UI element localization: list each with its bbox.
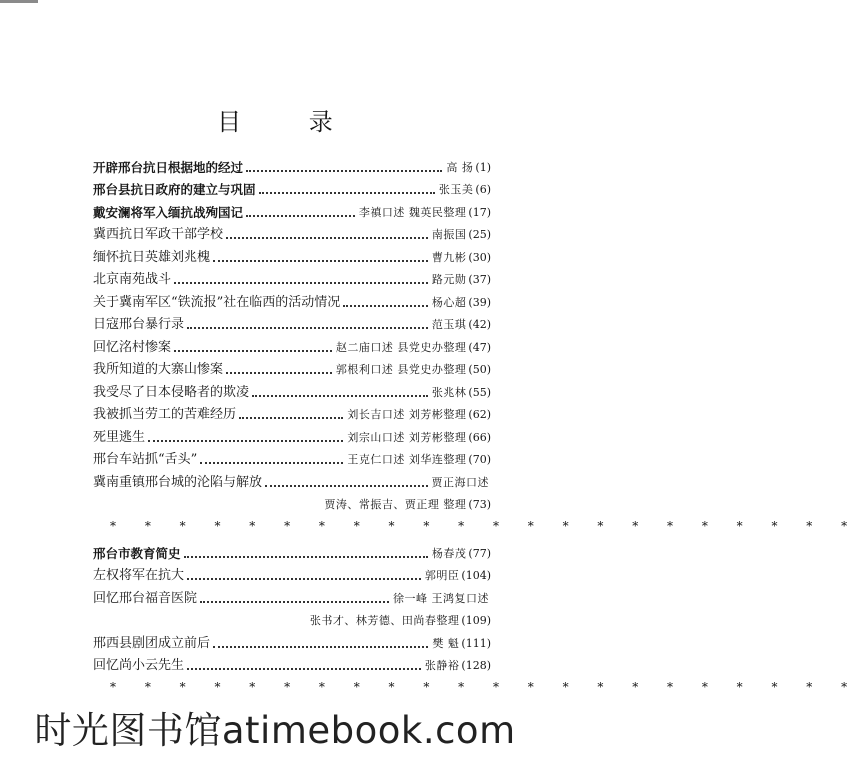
toc-entry[interactable] <box>93 378 491 401</box>
toc-entry-author: 刘长吉口述 刘芳彬整理 <box>347 408 467 421</box>
toc-entry-title: 邢台县抗日政府的建立与巩固 <box>93 182 256 197</box>
dot-leader <box>187 327 428 329</box>
dot-leader <box>187 578 421 580</box>
dot-leader <box>200 601 389 603</box>
toc-entry-title: 戴安澜将军入缅抗战殉国记 <box>93 204 244 220</box>
toc-entry-page-number: (73) <box>468 498 491 511</box>
toc-entry-author: 徐一峰 王鸿复口述 <box>393 591 489 605</box>
toc-entry[interactable] <box>93 446 491 469</box>
dot-leader <box>239 417 343 419</box>
table-of-contents <box>93 153 860 700</box>
toc-entry-page-number: (104) <box>461 569 491 582</box>
toc-entry-author: 王克仁口述 刘华连整理 <box>347 453 467 466</box>
toc-entry-author: 范玉琪 <box>431 318 467 331</box>
dot-leader <box>184 556 428 558</box>
toc-entry[interactable] <box>93 243 491 266</box>
toc-entry[interactable] <box>93 401 491 424</box>
toc-entry[interactable] <box>93 356 491 379</box>
toc-entry-page-number: (77) <box>468 546 491 560</box>
toc-entry-title: 回忆尚小云先生 <box>93 658 185 673</box>
dot-leader <box>213 646 428 648</box>
dot-leader <box>213 260 428 262</box>
toc-entry-page-number: (47) <box>468 340 491 354</box>
toc-entry[interactable] <box>93 176 491 199</box>
toc-entry[interactable] <box>93 629 491 652</box>
toc-entry-author: 张静裕 <box>424 659 460 672</box>
scan-edge-mark <box>0 0 38 3</box>
toc-entry-author: 郭根利口述 县党史办整理 <box>335 363 467 376</box>
dot-leader <box>174 282 428 284</box>
toc-entry[interactable] <box>93 333 491 356</box>
toc-entry-author: 郭明臣 <box>424 569 460 582</box>
toc-entry-continuation <box>93 607 491 630</box>
section-separator: * * * * * * * * * * * * * * * * * * * * * * <box>110 519 860 533</box>
toc-entry-author: 樊 魁 <box>432 636 460 650</box>
toc-entry-page-number: (109) <box>461 614 491 627</box>
dot-leader <box>187 668 421 670</box>
toc-entry-page-number: (111) <box>461 636 491 650</box>
toc-entry-author: 张书才、林芳德、田尚春整理 <box>309 614 460 627</box>
toc-entry-page-number: (55) <box>468 385 491 399</box>
toc-entry-title: 我受尽了日本侵略者的欺凌 <box>93 384 250 400</box>
dot-leader <box>259 192 435 194</box>
toc-entry-author: 南振国 <box>431 228 467 241</box>
toc-entry-title: 回忆洺村惨案 <box>93 339 172 355</box>
toc-entry-title: 关于冀南军区“铁流报”社在临西的活动情况 <box>93 294 341 310</box>
toc-entry[interactable] <box>93 584 491 607</box>
toc-entry-title: 冀南重镇邢台城的沦陷与解放 <box>93 474 263 490</box>
toc-entry-page-number: (70) <box>468 453 491 466</box>
toc-entry-page-number: (17) <box>468 205 491 219</box>
toc-entry-page-number: (128) <box>461 659 491 672</box>
toc-entry-author: 贾正海口述 <box>431 475 489 489</box>
toc-entry-page-number: (66) <box>468 430 491 444</box>
toc-entry-title: 我被抓当劳工的苦难经历 <box>93 407 237 422</box>
toc-entry-author: 杨春茂 <box>431 546 467 560</box>
toc-entry-title: 回忆邢台福音医院 <box>93 590 198 606</box>
toc-entry-page-number: (42) <box>468 318 491 331</box>
toc-entry-continuation <box>93 491 491 514</box>
toc-entry-author: 张兆林 <box>431 385 467 399</box>
toc-entry-title: 日寇邢台暴行录 <box>93 317 185 332</box>
dot-leader <box>246 215 355 217</box>
toc-entry[interactable] <box>93 266 491 289</box>
toc-entry-title: 邢台车站抓“舌头” <box>93 452 198 467</box>
toc-entry-title: 冀西抗日军政干部学校 <box>93 227 224 242</box>
toc-entry-author: 贾涛、常振吉、贾正理 整理 <box>324 498 467 511</box>
toc-entry-title: 开辟邢台抗日根据地的经过 <box>93 159 244 175</box>
toc-entry[interactable] <box>93 198 491 221</box>
toc-entry-author: 曹九彬 <box>431 250 467 264</box>
toc-entry[interactable] <box>93 288 491 311</box>
toc-entry-page-number: (30) <box>468 250 491 264</box>
section-separator: * * * * * * * * * * * * * * * * * * * * * * <box>110 680 860 694</box>
page-title: 目 录 <box>217 108 363 136</box>
dot-leader <box>226 237 428 239</box>
toc-entry[interactable] <box>93 221 491 244</box>
toc-entry-author: 路元勋 <box>431 273 467 286</box>
dot-leader <box>148 440 343 442</box>
toc-entry-author: 杨心超 <box>431 295 467 309</box>
toc-entry-page-number: (62) <box>468 408 491 421</box>
watermark: 时光图书馆atimebook.com <box>34 709 516 752</box>
toc-entry-author: 张玉美 <box>438 183 474 196</box>
toc-entry-author: 刘宗山口述 刘芳彬整理 <box>347 430 467 444</box>
dot-leader <box>226 372 332 374</box>
dot-leader <box>265 485 427 487</box>
toc-entry[interactable] <box>93 153 491 176</box>
toc-entry[interactable] <box>93 468 491 491</box>
toc-entry-page-number: (50) <box>468 363 491 376</box>
dot-leader <box>174 350 332 352</box>
dot-leader <box>200 462 343 464</box>
toc-entry-author: 赵二庙口述 县党史办整理 <box>335 340 467 354</box>
toc-entry[interactable] <box>93 562 491 585</box>
toc-entry-title: 我所知道的大寨山惨案 <box>93 362 224 377</box>
toc-entry-page-number: (1) <box>475 160 491 174</box>
dot-leader <box>343 305 428 307</box>
toc-entry-page-number: (37) <box>468 273 491 286</box>
toc-entry-author: 李禛口述 魏英民整理 <box>358 205 467 219</box>
toc-entry[interactable] <box>93 311 491 334</box>
toc-entry-author: 高 扬 <box>446 160 474 174</box>
toc-entry-page-number: (39) <box>468 295 491 309</box>
toc-entry[interactable] <box>93 652 491 675</box>
toc-entry-page-number: (6) <box>475 183 491 196</box>
dot-leader <box>246 170 442 172</box>
toc-entry-title: 北京南苑战斗 <box>93 272 172 287</box>
toc-entry-title: 死里逃生 <box>93 429 146 445</box>
dot-leader <box>252 395 428 397</box>
toc-entry-title: 缅怀抗日英雄刘兆槐 <box>93 249 211 265</box>
toc-entry-title: 左权将军在抗大 <box>93 568 185 583</box>
toc-entry-title: 邢西县剧团成立前后 <box>93 635 211 651</box>
toc-entry-title: 邢台市教育简史 <box>93 545 181 561</box>
toc-entry-page-number: (25) <box>468 228 491 241</box>
toc-entry[interactable] <box>93 539 491 562</box>
toc-entry[interactable] <box>93 423 491 446</box>
